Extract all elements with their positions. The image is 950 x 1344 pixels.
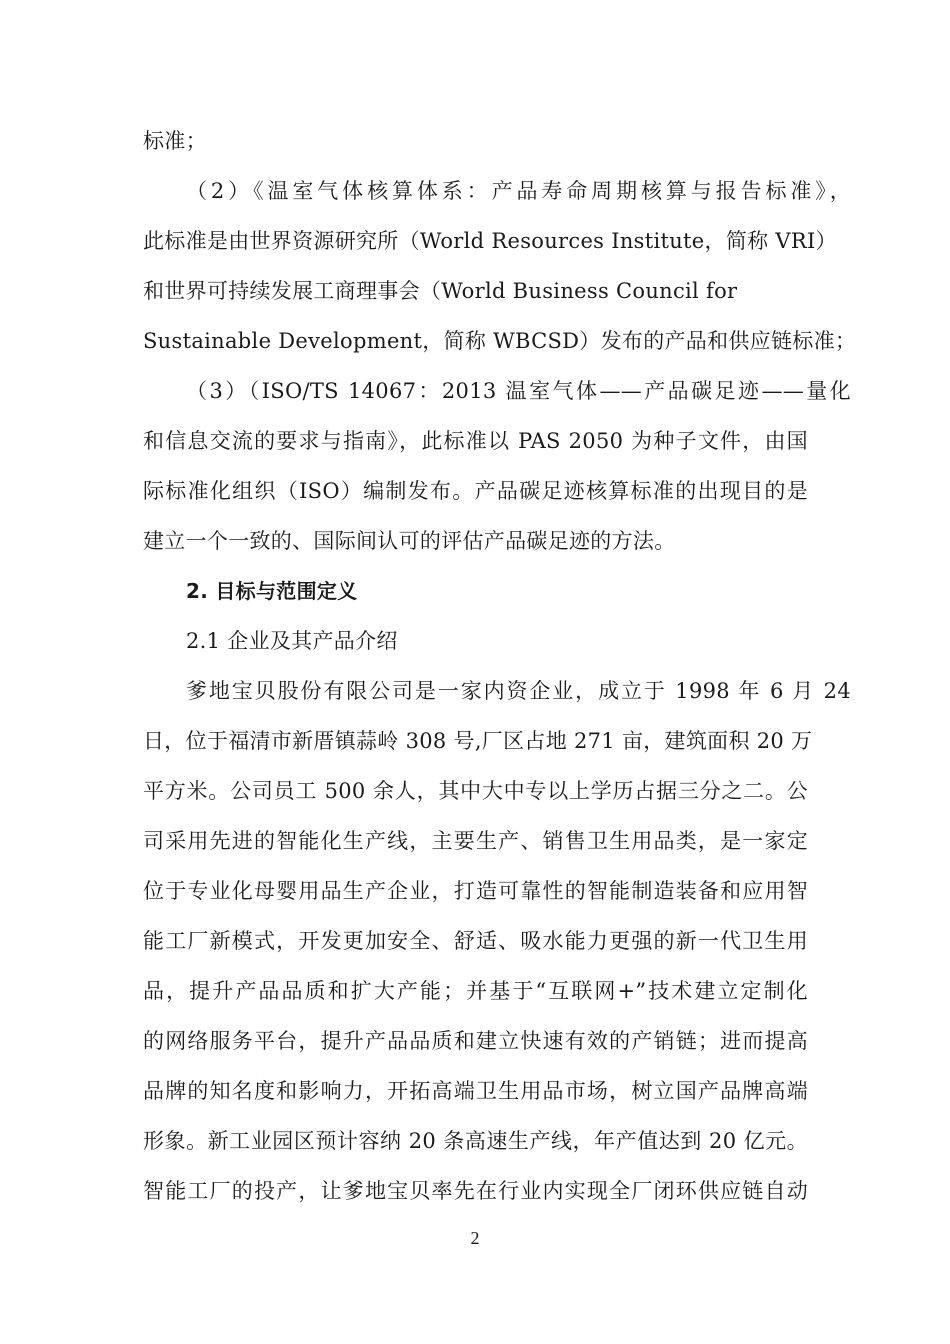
text-line: 此标准是由世界资源研究所（World Resources Institute，简称 VRI） xyxy=(143,229,837,253)
body-line: 智能工厂的投产，让爹地宝贝率先在行业内实现全厂闭环供应链自动 xyxy=(143,1179,808,1203)
body-line: 能工厂新模式，开发更加安全、舒适、吸水能力更强的新一代卫生用 xyxy=(143,929,808,953)
text-line: （2）《温室气体核算体系：产品寿命周期核算与报告标准》， xyxy=(186,179,851,203)
subsection-heading: 2.1 企业及其产品介绍 xyxy=(186,629,398,653)
body-line: 司采用先进的智能化生产线，主要生产、销售卫生用品类，是一家定 xyxy=(143,829,808,853)
text-line: 际标准化组织（ISO）编制发布。产品碳足迹核算标准的出现目的是 xyxy=(143,479,808,503)
text-line: 建立一个一致的、国际间认可的评估产品碳足迹的方法。 xyxy=(143,529,676,553)
body-line: 形象。新工业园区预计容纳 20 条高速生产线，年产值达到 20 亿元。 xyxy=(143,1129,808,1153)
body-line: 平方米。公司员工 500 余人，其中大中专以上学历占据三分之二。公 xyxy=(143,779,808,803)
body-line: 品，提升产品品质和扩大产能；并基于“互联网+”技术建立定制化 xyxy=(143,979,808,1003)
body-line: 品牌的知名度和影响力，开拓高端卫生用品市场，树立国产品牌高端 xyxy=(143,1079,808,1103)
body-line: 日，位于福清市新厝镇蒜岭 308 号,厂区占地 271 亩，建筑面积 20 万 xyxy=(143,729,813,753)
body-line: 的网络服务平台，提升产品品质和建立快速有效的产销链；进而提高 xyxy=(143,1029,808,1053)
text-line: Sustainable Development，简称 WBCSD）发布的产品和供应链标准； xyxy=(143,329,857,353)
text-line: 和世界可持续发展工商理事会（World Business Council for xyxy=(143,279,738,303)
page-number: 2 xyxy=(470,1228,480,1248)
body-line: 位于专业化母婴用品生产企业，打造可靠性的智能制造装备和应用智 xyxy=(143,879,808,903)
text-line: 标准； xyxy=(143,129,207,153)
text-line: （3）（ISO/TS 14067：2013 温室气体——产品碳足迹——量化 xyxy=(186,379,851,403)
text-line: 和信息交流的要求与指南》，此标准以 PAS 2050 为种子文件，由国 xyxy=(143,429,808,453)
section-heading: 2. 目标与范围定义 xyxy=(186,579,358,603)
body-line: 爹地宝贝股份有限公司是一家内资企业，成立于 1998 年 6 月 24 xyxy=(186,679,851,703)
